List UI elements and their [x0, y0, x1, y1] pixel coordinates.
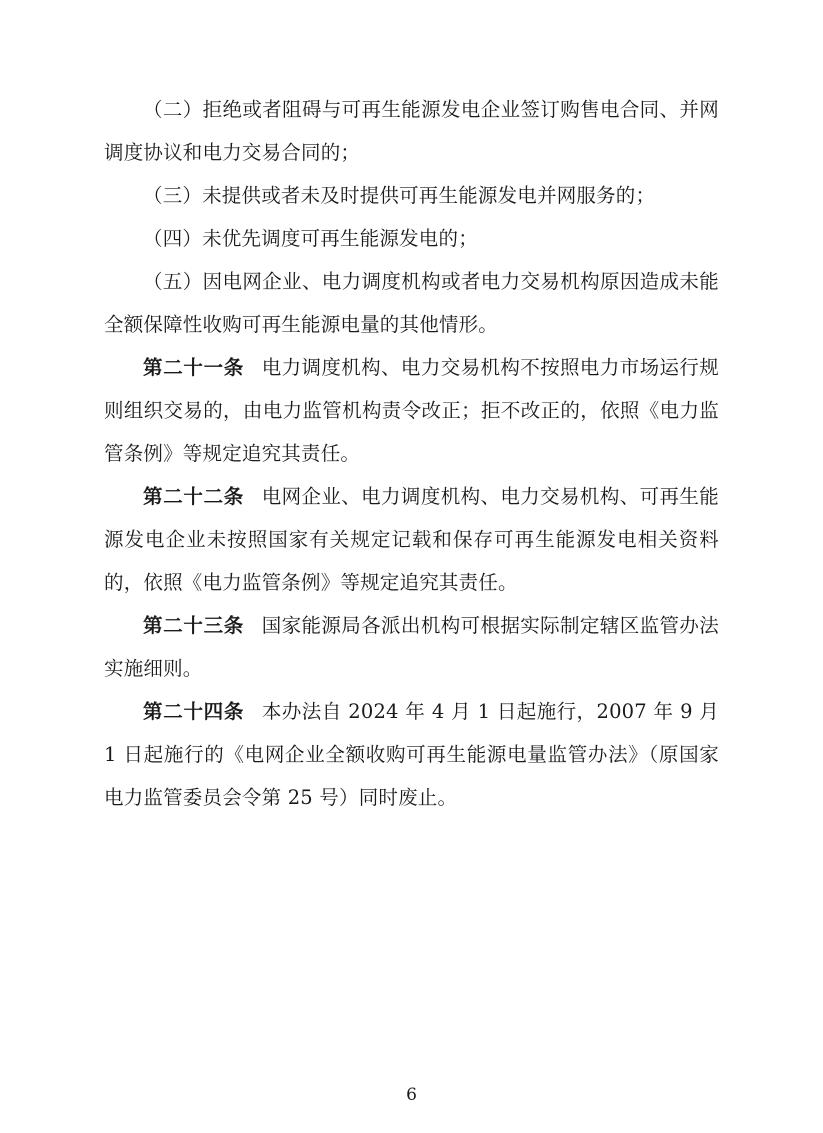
article-label-24: 第二十四条 — [143, 700, 245, 723]
paragraph-item-2: （二）拒绝或者阻碍与可再生能源发电企业签订购售电合同、并网调度协议和电力交易合同的； — [104, 98, 719, 164]
paragraph-article-22 — [104, 475, 719, 604]
paragraph-article-21 — [104, 346, 719, 475]
page-number-footer: 6 — [406, 1085, 417, 1105]
paragraph-item-5: （五）因电网企业、电力调度机构或者电力交易机构原因造成未能全额保障性收购可再生能源电量的其他情形。 — [104, 270, 719, 336]
paragraph-item-3: （三）未提供或者未及时提供可再生能源发电并网服务的； — [143, 184, 656, 207]
article-text-21: 电力调度机构、电力交易机构不按照电力市场运行规则组织交易的，由电力监管机构责令改正；拒不改正的，依照《电力监管条例》等规定追究其责任。 — [104, 356, 719, 465]
paragraph-article-23 — [104, 604, 719, 690]
article-text-23: 国家能源局各派出机构可根据实际制定辖区监管办法实施细则。 — [104, 614, 719, 680]
article-label-23: 第二十三条 — [143, 614, 244, 637]
paragraph-article-24 — [104, 690, 719, 819]
article-text-22: 电网企业、电力调度机构、电力交易机构、可再生能源发电企业未按照国家有关规定记载和保存可再生能源发电相关资料的，依照《电力监管条例》等规定追究其责任。 — [104, 485, 719, 594]
article-label-22: 第二十二条 — [143, 485, 244, 508]
article-text-24: 本办法自 2024 年 4 月 1 日起施行，2007 年 9 月 1 日起施行的《电网企业全额收购可再生能源电量监管办法》（原国家电力监管委员会令第 25 号）同时废止。 — [104, 700, 719, 809]
paragraph-item-4: （四）未优先调度可再生能源发电的； — [143, 227, 478, 250]
article-label-21: 第二十一条 — [143, 356, 244, 379]
